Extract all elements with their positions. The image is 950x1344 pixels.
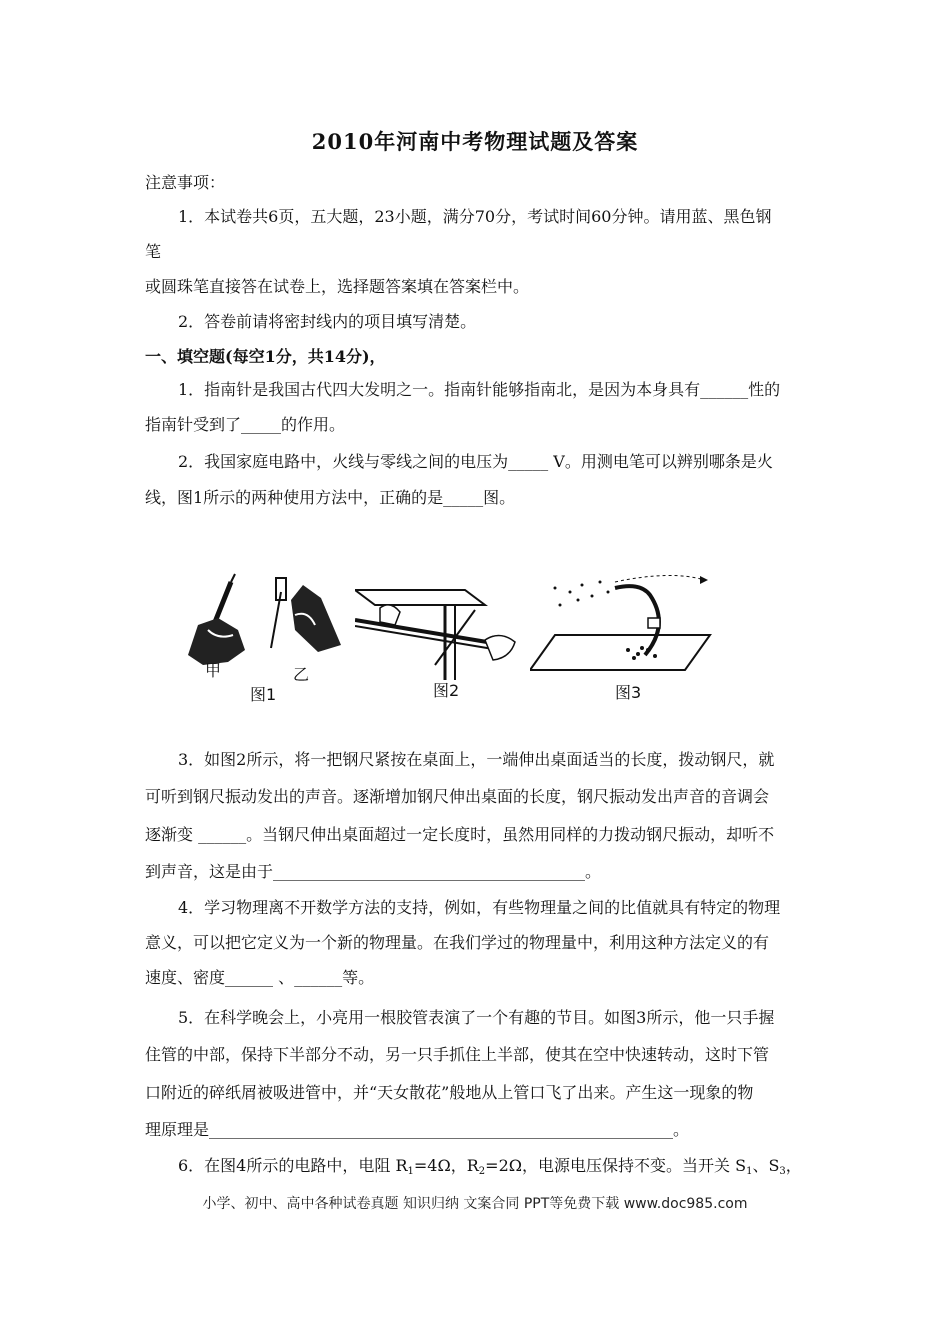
s1-subscript: 1 — [746, 1166, 753, 1177]
page-title: 2010年河南中考物理试题及答案 — [311, 129, 639, 154]
question-1-line-2: 指南针受到了_____的作用。 — [145, 415, 346, 434]
question-5-line-4: 理原理是__________________________________________________________。 — [145, 1120, 690, 1139]
figure-2-caption: 图2 — [433, 681, 460, 700]
question-5-line-1: 5．在科学晚会上，小亮用一根胶管表演了一个有趣的节目。如图3所示，他一只手握 — [178, 1008, 775, 1027]
figure-2-illustration — [355, 570, 525, 680]
question-3-line-3: 逐渐变 ______。当钢尺伸出桌面超过一定长度时，虽然用同样的力拨动钢尺振动，却听不 — [145, 825, 775, 844]
s3-subscript: 3 — [779, 1166, 786, 1177]
section-1-heading: 一、填空题(每空1分，共14分)， — [145, 347, 386, 366]
question-3-line-1: 3．如图2所示，将一把钢尺紧按在桌面上，一端伸出桌面适当的长度，拨动钢尺，就 — [178, 750, 775, 769]
notice-item-1-cont: 或圆珠笔直接答在试卷上，选择题答案填在答案栏中。 — [145, 277, 530, 296]
notice-item-1-wrap: 笔 — [145, 242, 162, 261]
question-4-line-1: 4．学习物理离不开数学方法的支持，例如，有些物理量之间的比值就具有特定的物理 — [178, 898, 781, 917]
question-5-line-3: 口附近的碎纸屑被吸进管中，并“天女散花”般地从上管口飞了出来。产生这一现象的物 — [145, 1083, 754, 1102]
figure-1-label-yi: 乙 — [293, 665, 310, 684]
question-6-line-1 — [178, 1156, 810, 1182]
r1-value: =4Ω，R — [413, 1156, 479, 1175]
notice-item-2: 2．答卷前请将密封线内的项目填写清楚。 — [178, 312, 477, 331]
question-4-line-3: 速度、密度______ 、______等。 — [145, 968, 375, 987]
question-1-line-1: 1．指南针是我国古代四大发明之一。指南针能够指南北，是因为本身具有______性的 — [178, 380, 781, 399]
question-2-line-2: 线，图1所示的两种使用方法中，正确的是_____图。 — [145, 488, 516, 507]
figures-row — [175, 570, 735, 710]
q6-prefix: 6．在图4所示的电路中，电阻 R — [178, 1156, 408, 1175]
figure-3-illustration — [530, 570, 720, 680]
question-3-line-2: 可听到钢尺振动发出的声音。逐渐增加钢尺伸出桌面的长度，钢尺振动发出声音的音调会 — [145, 787, 770, 806]
figure-1-label-jia: 甲 — [205, 661, 222, 680]
page-footer: 小学、初中、高中各种试卷真题 知识归纳 文案合同 PPT等免费下载 www.doc985.com — [202, 1196, 748, 1212]
question-3-line-4: 到声音，这是由于_______________________________________。 — [145, 862, 602, 881]
notice-item-1: 1．本试卷共6页，五大题，23小题，满分70分，考试时间60分钟。请用蓝、黑色钢 — [178, 207, 772, 226]
figure-1-caption: 图1 — [250, 685, 277, 704]
q6-suffix: ， — [785, 1156, 802, 1175]
r2-value: =2Ω，电源电压保持不变。当开关 S — [485, 1156, 747, 1175]
switch-separator: 、S — [752, 1156, 780, 1175]
figure-3-caption: 图3 — [615, 683, 642, 702]
question-4-line-2: 意义，可以把它定义为一个新的物理量。在我们学过的物理量中，利用这种方法定义的有 — [145, 933, 770, 952]
r1-subscript: 1 — [407, 1166, 414, 1177]
question-2-line-1: 2．我国家庭电路中，火线与零线之间的电压为_____ V。用测电笔可以辨别哪条是火 — [178, 452, 773, 471]
question-5-line-2: 住管的中部，保持下半部分不动，另一只手抓住上半部，使其在空中快速转动，这时下管 — [145, 1045, 770, 1064]
notice-heading: 注意事项： — [145, 173, 226, 192]
r2-subscript: 2 — [478, 1166, 486, 1177]
